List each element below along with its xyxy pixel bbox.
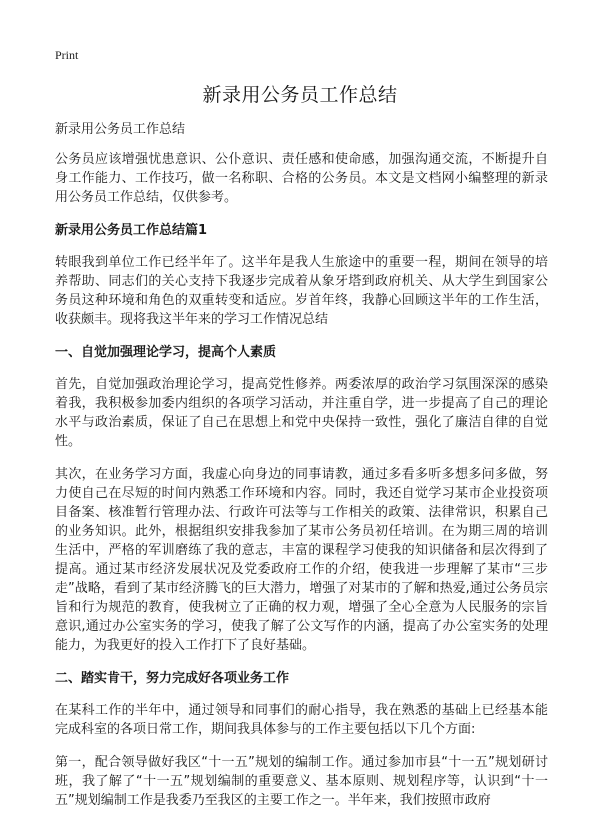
document-body: [55, 120, 548, 824]
document-subtitle: 新录用公务员工作总结: [55, 122, 186, 137]
paragraph: 其次，在业务学习方面，我虚心向身边的同事请教，通过多看多听多想多问多做，努力使自己在尽短的时间内熟悉工作环境和内容。同时，我还自觉学习某市企业投资项目备案、核准暂行管理办法、行政许可法等与工作相关的政策、法律常识，积累自己的业务知识。此外，根据组织安排我参加了某市公务员初任培训。在为期三周的培训生活中，严格的军训磨练了我的意志，丰富的课程学习使我的知识储备和层次得到了提高。通过某市经济发展状况及党委政府工作的介绍，使我进一步理解了某市“三步走”战略，看到了某市经济腾飞的巨大潜力，增强了对某市的了解和热爱,通过公务员宗旨和行为规范的教育，使我树立了正确的权力观，增强了全心全意为人民服务的宗旨意识,通过办公室实务的学习，使我了解了公文写作的内涵，提高了办公室实务的处理能力，为我更好的投入工作打下了良好基础。: [55, 467, 548, 653]
paragraph: 第一，配合领导做好我区“十一五”规划的编制工作。通过参加市县“十一五”规划研讨班，我了解了“十一五”规划编制的重要意义、基本原则、规划程序等，认识到“十一五”规划编制工作是我委乃至我区的主要工作之一。半年来，我们按照市政府: [55, 755, 548, 808]
section-heading: 二、踏实肯干，努力完成好各项业务工作: [55, 671, 290, 686]
paragraph: 转眼我到单位工作已经半年了。这半年是我人生旅途中的重要一程，期间在领导的培养帮助、同志们的关心支持下我逐步完成着从象牙塔到政府机关、从大学生到国家公务员这种环境和角色的双重转变和适应。岁首年终，我静心回顾这半年的工作生活，收获颇丰。现将我这半年来的学习工作情况总结: [55, 255, 548, 327]
section-heading: 一、自觉加强理论学习，提高个人素质: [55, 345, 277, 360]
print-label[interactable]: Print: [55, 48, 79, 62]
section-heading: 新录用公务员工作总结篇1: [55, 223, 208, 238]
intro-paragraph: 公务员应该增强忧患意识、公仆意识、责任感和使命感，加强沟通交流，不断提升自身工作能力、工作技巧，做一名称职、合格的公务员。本文是文档网小编整理的新录用公务员工作总结，仅供参考。: [55, 152, 548, 205]
document-title: 新录用公务员工作总结: [202, 84, 398, 106]
paragraph: 在某科工作的半年中，通过领导和同事们的耐心指导，我在熟悉的基础上已经基本能完成科室的各项日常工作，期间我具体参与的工作主要包括以下几个方面:: [55, 703, 548, 737]
paragraph: 首先，自觉加强政治理论学习，提高党性修养。两委浓厚的政治学习氛围深深的感染着我，我积极参加委内组织的各项学习活动，并注重自学，进一步提高了自己的理论水平与政治素质，保证了自己在思想上和党中央保持一致性，强化了廉洁自律的自觉性。: [55, 377, 548, 449]
